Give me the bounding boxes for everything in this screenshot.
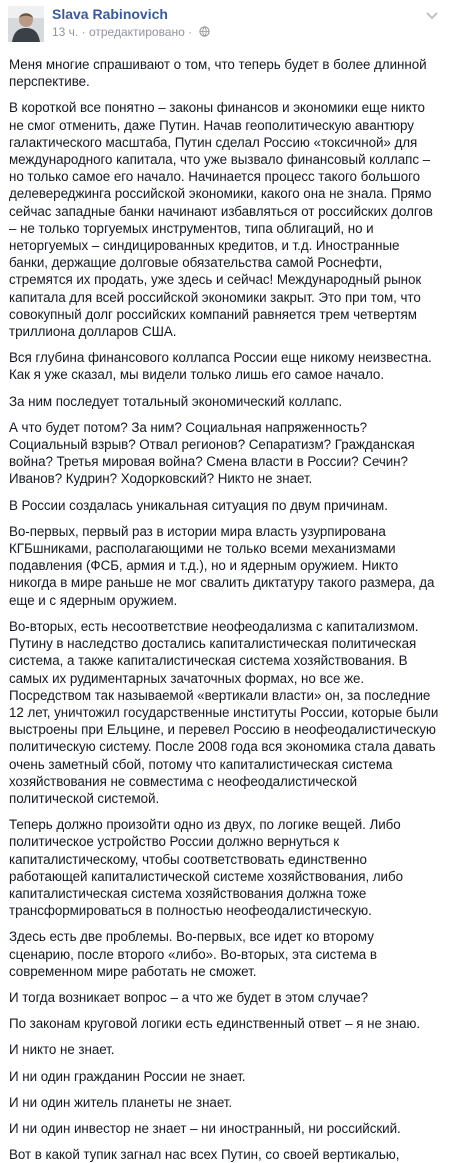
paragraph: И ни один инвестор не знает – ни иностранный, ни российский. — [9, 1120, 401, 1136]
paragraph: И тогда возникает вопрос – а что же будет в этом случае? — [9, 989, 369, 1005]
post-time[interactable]: 13 ч. — [52, 25, 79, 39]
paragraph: Во-первых, первый раз в истории мира власть узурпирована КГБшниками, располагающими не только всеми механизмами подавления (ФСБ, армия и т.д.), но и ядерным оружием. Никто никогда в мире раньше не мог свалить диктатуру такого размера, да еще и с ядерным оружием. — [9, 523, 435, 608]
author-name[interactable]: Slava Rabinovich — [52, 6, 168, 22]
post-header — [0, 0, 449, 48]
paragraph: Вся глубина финансового коллапса России еще никому неизвестна. Как я уже сказал, мы видели только лишь его самое начало. — [9, 350, 432, 383]
paragraph: Здесь есть две проблемы. Во-первых, все идет ко второму сценарию, после второго «либо». Во-вторых, эта система в современном мире работать не сможет. — [9, 929, 377, 979]
paragraph: И ни один житель планеты не знает. — [9, 1094, 233, 1110]
meta-separator: · — [81, 25, 89, 39]
post-body — [0, 48, 449, 1163]
edited-label[interactable]: отредактировано — [88, 25, 185, 39]
paragraph: По законам круговой логики есть единственный ответ – я не знаю. — [9, 1016, 421, 1032]
paragraph: В короткой все понятно – законы финансов и экономики еще никто не смог отменить, даже Путин. Начав геополитическую авантюру галактического масштаба, Путин сделал Россию «токсичной» для международного капитала, что уже вызвало финансовый коллапс – но только самое его начало. Начинается процесс такого большого делевереджинга российской экономики, какого она не знала. Прямо сейчас западные банки начинают избавляться от российских долгов – не только торгуемых инструментов, типа облигаций, но и неторгуемых – синдицированных кредитов, и т.д. Иностранные банки, держащие долговые обязательства самой Роснефти, стремятся их продать, уже здесь и сейчас! Международный рынок капитала для всей российской экономики закрыт. Это при том, что совокупный долг российских компаний равняется трем четвертям триллиона долларов США. — [9, 100, 433, 340]
paragraph: Вот в какой тупик загнал нас всех Путин, со своей вертикалью, — [9, 1147, 400, 1163]
paragraph: За ним последует тотальный экономический коллапс. — [9, 393, 343, 409]
paragraph: И ни один гражданин России не знает. — [9, 1068, 246, 1084]
chevron-down-icon[interactable] — [425, 8, 439, 18]
meta-separator: · — [188, 25, 196, 39]
paragraph: Меня многие спрашивают о том, что теперь будет в более длинной перспективе. — [9, 57, 427, 90]
paragraph: И никто не знает. — [9, 1042, 115, 1058]
paragraph: А что будет потом? За ним? Социальная напряженность? Социальный взрыв? Отвал регионов? Сепаратизм? Гражданская война? Третья мировая война? Смена власти в России? Сечин? Иванов? Кудрин? Ходорковский? Никто не знает. — [9, 419, 415, 487]
author-avatar[interactable] — [8, 6, 44, 42]
globe-icon[interactable] — [199, 26, 210, 37]
paragraph: Во-вторых, есть несоответствие неофеодализма с капитализмом. Путину в наследство достались капиталистическая политическая система, а также капиталистическая система хозяйствования. В самых их рудиментарных зачаточных формах, но все же. Посредством так называемой «вертикали власти» он, за последние 12 лет, уничтожил государственные институты России, которые были выстроены при Ельцине, и перевел Россию в неофеодалистическую политическую систему. После 2008 года вся экономика стала давать очень заметный сбой, потому что капиталистическая система хозяйствования не совместима с неофеодалистической политической системой. — [9, 618, 439, 806]
paragraph: Теперь должно произойти одно из двух, по логике вещей. Либо политическое устройство России должно вернуться к капиталистическому, чтобы соответствовать единственно работающей капиталистической системе хозяйствования, либо капиталистическая система хозяйствования должна тоже трансформироваться в полностью неофеодалистическую. — [9, 817, 404, 919]
post-meta — [52, 25, 210, 39]
paragraph: В России создалась уникальная ситуация по двум причинам. — [9, 497, 388, 513]
